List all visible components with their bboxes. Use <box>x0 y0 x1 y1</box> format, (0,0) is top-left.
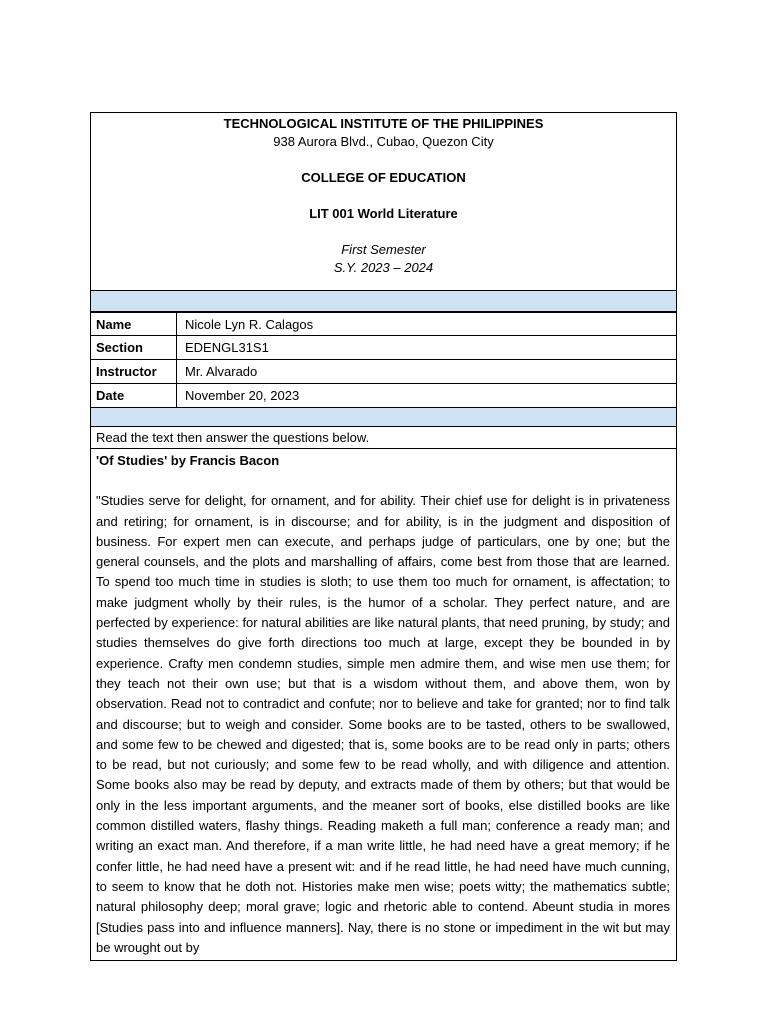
institution-name: TECHNOLOGICAL INSTITUTE OF THE PHILIPPINES <box>223 116 544 131</box>
college-name: COLLEGE OF EDUCATION <box>301 170 466 185</box>
document-sheet <box>90 112 677 961</box>
school-year: S.Y. 2023 – 2024 <box>333 260 434 275</box>
course-title: LIT 001 World Literature <box>309 206 458 221</box>
instructor-value: Mr. Alvarado <box>185 364 258 379</box>
name-value: Nicole Lyn R. Calagos <box>185 316 314 332</box>
passage-title: 'Of Studies' by Francis Bacon <box>96 453 280 468</box>
semester: First Semester <box>341 242 426 257</box>
instruction-text: Read the text then answer the questions below. <box>91 427 676 449</box>
document-header <box>91 113 676 291</box>
section-value: EDENGL31S1 <box>185 340 269 355</box>
institution-address: 938 Aurora Blvd., Cubao, Quezon City <box>273 134 494 149</box>
passage-body: "Studies serve for delight, for ornament, and for ability. Their chief use for delight is in privateness and retiring; for ornament, is in discourse; and for ability, is in the judgment and disposition of business. For expert men can execute, and perhaps judge of particulars, one by one; but the general counsels, and the plots and marshalling of affairs, come best from those that are learned. To spend too much time in studies is sloth; to use them too much for ornament, is affectation; to make judgment wholly by their rules, is the humor of a scholar. They perfect nature, and are perfected by experience: for natural abilities are like natural plants, that need pruning, by study; and studies themselves do give forth directions too much at large, except they be bounded in by experience. Crafty men condemn studies, simple men admire them, and wise men use them; for they teach not their own use; but that is a wisdom without them, and above them, won by observation. Read not to contradict and confute; nor to believe and take for granted; nor to find talk and discourse; but to weigh and consider. Some books are to be tasted, others to be swallowed, and some few to be chewed and digested; that is, some books are to be read only in parts; others to be read, but not curiously; and some few to be read wholly, and with diligence and attention. Some books also may be read by deputy, and extracts made of them by others; but that would be only in the less important arguments, and the meaner sort of books, else distilled books are like common distilled waters, flashy things. Reading maketh a full man; conference a ready man; and writing an exact man. And therefore, if a man write little, he had need have a great memory; if he confer little, he had need have a present wit: and if he read little, he had need have much cunning, to seem to know that he doth not. Histories make men wise; poets witty; the mathematics subtle; natural philosophy deep; moral grave; logic and rhetoric able to contend. Abeunt studia in mores [Studies pass into and influence manners]. Nay, there is no stone or impediment in the wit but may be wrought out by <box>96 493 670 955</box>
info-row-name <box>91 312 676 336</box>
date-label: Date <box>91 384 177 407</box>
section-label: Section <box>91 336 177 359</box>
blue-divider-band-2 <box>91 408 676 427</box>
info-row-section <box>91 336 676 360</box>
name-label: Name <box>91 313 177 335</box>
instructor-label: Instructor <box>91 360 177 383</box>
date-value: November 20, 2023 <box>185 388 300 403</box>
passage <box>91 449 676 960</box>
info-row-date <box>91 384 676 408</box>
info-row-instructor <box>91 360 676 384</box>
blue-divider-band <box>91 291 676 312</box>
